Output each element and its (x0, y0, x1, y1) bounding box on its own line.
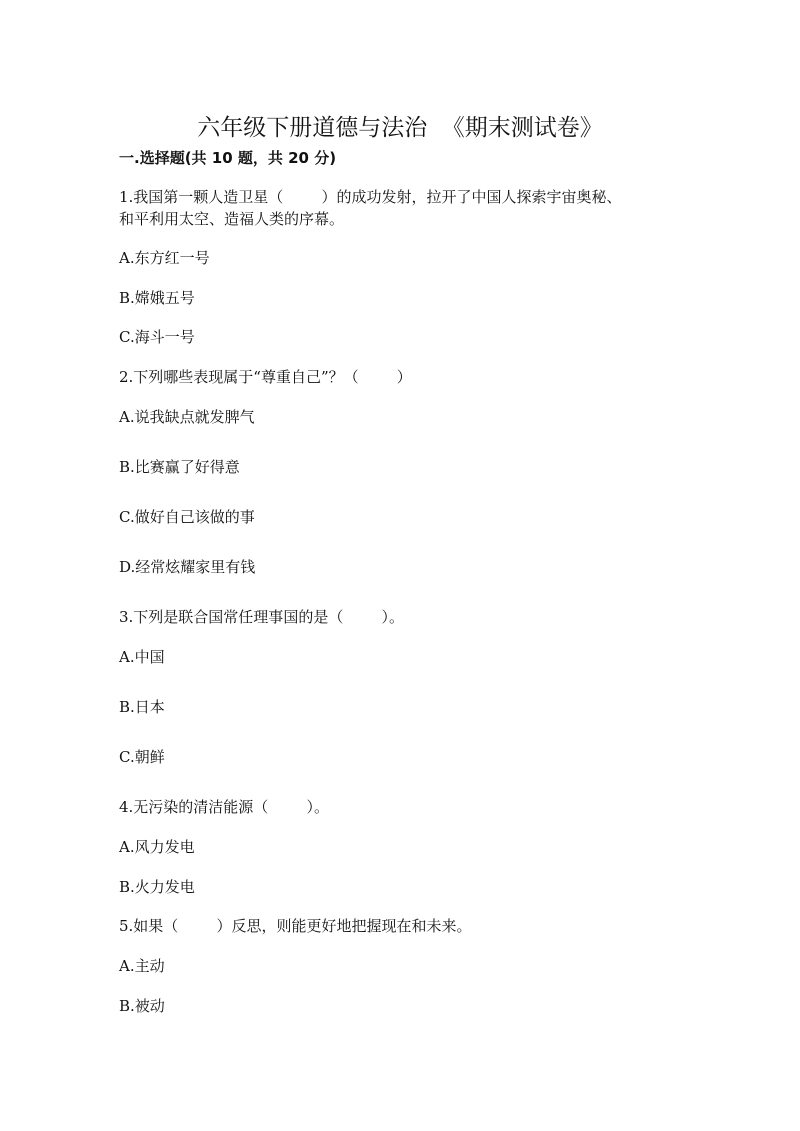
question-stem-line: 3.下列是联合国常任理事国的是（ ）。 (119, 608, 404, 626)
question-stem-line: 5.如果（ ）反思，则能更好地把握现在和未来。 (119, 917, 472, 935)
answer-option: A.中国 (119, 648, 165, 666)
answer-option: A.风力发电 (119, 838, 195, 856)
answer-option: C.朝鲜 (119, 748, 165, 766)
answer-option: D.经常炫耀家里有钱 (119, 558, 256, 576)
question-stem-line: 和平利用太空、造福人类的序幕。 (119, 210, 345, 228)
section-header: 一.选择题(共 10 题，共 20 分) (119, 149, 337, 167)
answer-option: A.主动 (119, 957, 165, 975)
answer-option: A.说我缺点就发脾气 (119, 408, 255, 426)
page-title: 六年级下册道德与法治 《期末测试卷》 (197, 115, 603, 142)
answer-option: B.火力发电 (119, 878, 195, 896)
answer-option: C.海斗一号 (119, 328, 195, 346)
answer-option: B.比赛赢了好得意 (119, 458, 240, 476)
answer-option: B.嫦娥五号 (119, 289, 195, 307)
question-stem-line: 4.无污染的清洁能源（ ）。 (119, 798, 329, 816)
question-stem-line: 2.下列哪些表现属于“尊重自己”？（ ） (119, 368, 412, 386)
question-stem-line: 1.我国第一颗人造卫星（ ）的成功发射，拉开了中国人探索宇宙奥秘、 (119, 188, 622, 206)
answer-option: C.做好自己该做的事 (119, 508, 255, 526)
answer-option: B.被动 (119, 997, 165, 1015)
answer-option: A.东方红一号 (119, 249, 210, 267)
answer-option: B.日本 (119, 698, 165, 716)
